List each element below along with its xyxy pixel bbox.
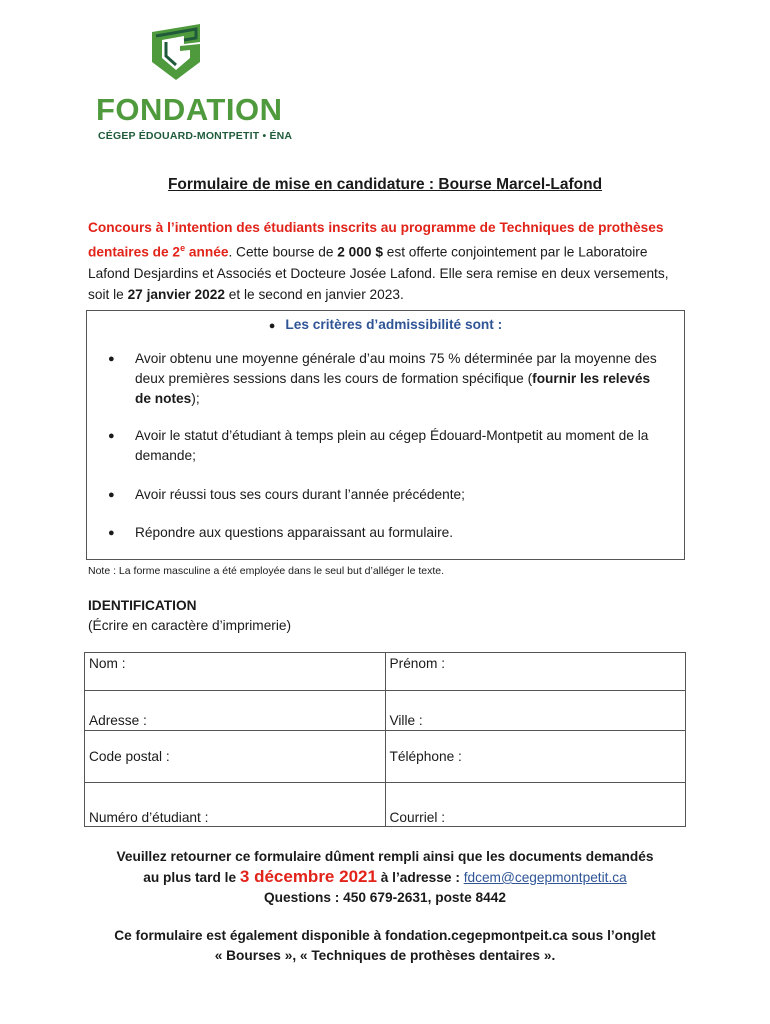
criteria-item-1-bold: fournir les relevés de notes: [135, 371, 651, 406]
bullet-icon: ●: [108, 430, 115, 442]
criteria-item-2-text: Avoir le statut d’étudiant à temps plein au cégep Édouard-Montpetit au moment de la demande;: [135, 428, 649, 463]
email-link[interactable]: fdcem@cegepmontpetit.ca: [463, 870, 627, 885]
criteria-item-1-text: Avoir obtenu une moyenne générale d’au moins 75 % déterminée par la moyenne des deux premières sessions dans les cours de formation spécifique (: [135, 351, 657, 386]
nom-field[interactable]: Nom :: [85, 653, 386, 691]
footer-line-1: Veuillez retourner ce formulaire dûment rempli ainsi que les documents demandés: [116, 849, 654, 864]
courriel-field[interactable]: Courriel :: [385, 783, 686, 827]
prenom-field[interactable]: Prénom :: [385, 653, 686, 691]
bullet-icon: ●: [108, 527, 115, 539]
intro-amount: 2 000 $: [337, 244, 383, 260]
criteria-heading-text: Les critères d’admissibilité sont :: [285, 317, 503, 332]
criteria-item: [108, 523, 667, 543]
identification-table: [84, 652, 686, 827]
footer-availability-2: « Bourses », « Techniques de prothèses dentaires ».: [214, 948, 556, 963]
criteria-item: [108, 485, 667, 505]
telephone-field[interactable]: Téléphone :: [385, 731, 686, 783]
fondation-logo: [96, 20, 293, 142]
intro-text-1: . Cette bourse de: [228, 244, 338, 260]
adresse-field[interactable]: Adresse :: [85, 691, 386, 731]
identification-heading: IDENTIFICATION: [88, 598, 197, 613]
bullet-icon: ●: [108, 353, 115, 365]
code-postal-field[interactable]: Code postal :: [85, 731, 386, 783]
logo-subtitle: CÉGEP ÉDOUARD-MONTPETIT • ÉNA: [98, 130, 293, 142]
intro-red-part-2: année: [185, 244, 229, 260]
form-title: Formulaire de mise en candidature : Bourse Marcel-Lafond: [167, 176, 603, 193]
bullet-icon: ●: [268, 320, 276, 332]
criteria-heading: [87, 317, 684, 332]
footer-line-2-pre: au plus tard le: [143, 870, 240, 885]
criteria-item-4-text: Répondre aux questions apparaissant au formulaire.: [135, 525, 454, 540]
footer-questions: Questions : 450 679-2631, poste 8442: [264, 890, 506, 905]
deadline-date: 3 décembre 2021: [239, 867, 377, 886]
ville-field[interactable]: Ville :: [385, 691, 686, 731]
bullet-icon: ●: [108, 489, 115, 501]
criteria-box: [86, 310, 685, 560]
footer-line-2-mid: à l’adresse :: [376, 870, 464, 885]
criteria-item-1-end: );: [191, 391, 200, 406]
logo-title: FONDATION: [96, 92, 283, 127]
intro-text-3: et le second en janvier 2023.: [224, 286, 404, 302]
table-row: [85, 653, 686, 691]
footer-availability-1: Ce formulaire est également disponible à fondation.cegepmontpeit.ca sous l’onglet: [114, 928, 656, 943]
criteria-item-3-text: Avoir réussi tous ses cours durant l’année précédente;: [135, 487, 465, 502]
numero-etudiant-field[interactable]: Numéro d’étudiant :: [85, 783, 386, 827]
table-row: [85, 731, 686, 783]
intro-text-2: est offerte conjointement par le Laboratoire Lafond Desjardins et Associés et Docteure Josée Lafond. Elle sera remise en deux versements, soit le: [88, 244, 669, 302]
intro-paragraph: [88, 217, 688, 305]
intro-red-part-1: Concours à l’intention des étudiants inscrits au programme de Techniques de prothèses dentaires de 2: [88, 220, 664, 260]
footer-line-2: [0, 866, 770, 889]
intro-date-1: 27 janvier 2022: [127, 286, 225, 302]
criteria-item: [108, 426, 667, 466]
fondation-logo-icon: [140, 20, 212, 80]
identification-subheading: (Écrire en caractère d’imprimerie): [88, 618, 292, 633]
table-row: [85, 783, 686, 827]
gender-note: Note : La forme masculine a été employée dans le seul but d’alléger le texte.: [88, 565, 445, 577]
table-row: [85, 691, 686, 731]
intro-red-sup: e: [180, 243, 186, 253]
criteria-item: [108, 349, 667, 409]
